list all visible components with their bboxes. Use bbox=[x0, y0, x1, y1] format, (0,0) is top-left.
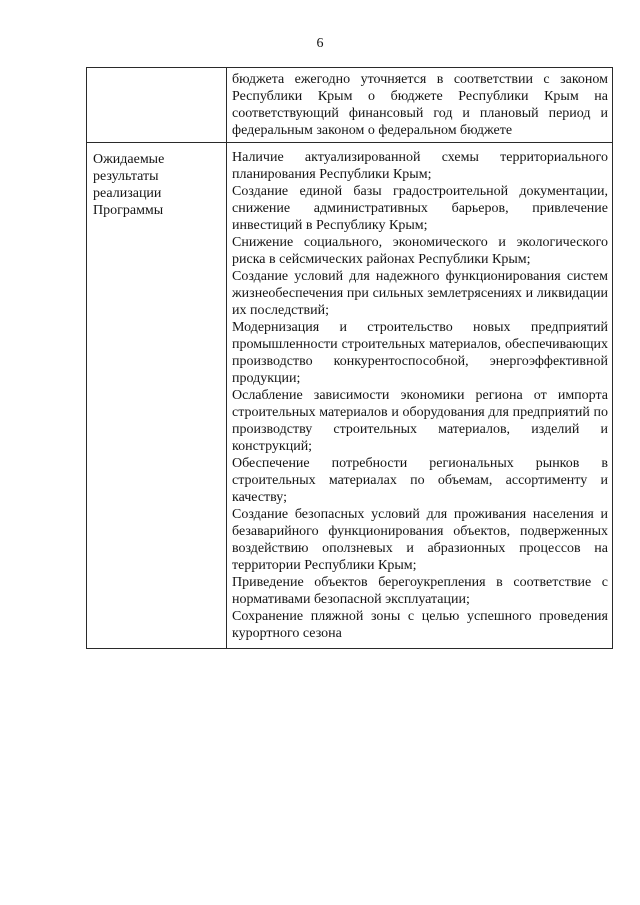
table-row bbox=[87, 143, 613, 649]
result-item: Создание безопасных условий для проживания населения и безаварийного функционирования объектов, подверженных воздействию оползневых и абразионных процессов на территории Республики Крым; bbox=[232, 507, 608, 573]
row-text-cell bbox=[227, 143, 613, 649]
budget-continuation-text: бюджета ежегодно уточняется в соответствии с законом Республики Крым о бюджете Республики Крым на соответствующий финансовый год и плановый период и федеральным законом о федеральном бюджете bbox=[232, 72, 608, 138]
row-label-cell bbox=[87, 68, 227, 143]
row-label-cell bbox=[87, 143, 227, 649]
row-label-expected-results: Ожидаемые результаты реализации Программы bbox=[93, 152, 165, 218]
result-item: Ослабление зависимости экономики региона от импорта строительных материалов и оборудования для предприятий по производству строительных материалов, изделий и конструкций; bbox=[232, 388, 608, 454]
result-item: Обеспечение потребности региональных рынков в строительных материалах по объемам, ассортименту и качеству; bbox=[232, 456, 608, 505]
result-item: Наличие актуализированной схемы территориального планирования Республики Крым; bbox=[232, 150, 608, 182]
result-item: Снижение социального, экономического и экологического риска в сейсмических районах Республики Крым; bbox=[232, 235, 608, 267]
result-item: Создание единой базы градостроительной документации, снижение административных барьеров, привлечение инвестиций в Республику Крым; bbox=[232, 184, 608, 233]
result-item: Модернизация и строительство новых предприятий промышленности строительных материалов, обеспечивающих производство конкурентоспособной, энергоэффективной продукции; bbox=[232, 320, 608, 386]
result-item: Сохранение пляжной зоны с целью успешного проведения курортного сезона bbox=[232, 609, 608, 641]
program-passport-table bbox=[86, 67, 613, 649]
row-label bbox=[87, 68, 177, 76]
result-item: Создание условий для надежного функционирования систем жизнеобеспечения при сильных землетрясениях и ликвидации их последствий; bbox=[232, 269, 608, 318]
result-item: Приведение объектов берегоукрепления в соответствие с нормативами безопасной эксплуатации; bbox=[232, 575, 608, 607]
row-text-cell bbox=[227, 68, 613, 143]
table-row bbox=[87, 68, 613, 143]
page-number: 6 bbox=[316, 36, 324, 51]
